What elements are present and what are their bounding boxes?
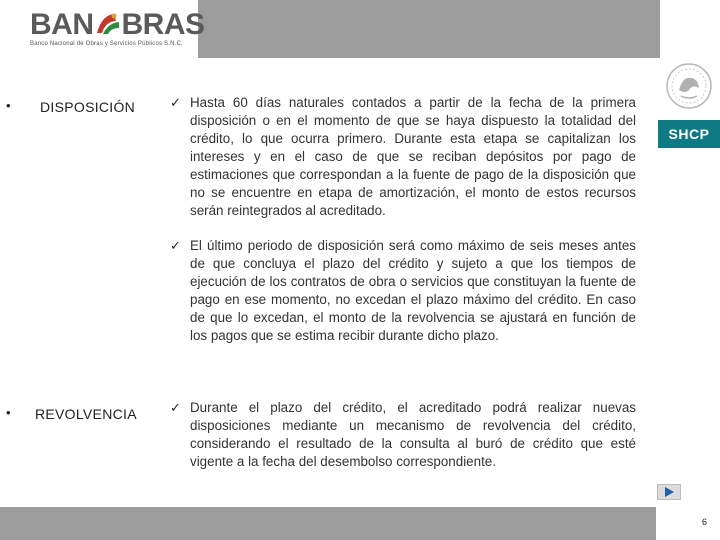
page-number: 6 (702, 517, 708, 527)
footer-bar (0, 507, 720, 540)
logo-text-right: BRAS (121, 8, 205, 41)
checkmark-icon: ✓ (170, 400, 181, 415)
list-item (170, 399, 636, 471)
bullet-icon: • (6, 98, 11, 113)
logo-emblem-icon (94, 11, 122, 37)
item-text: El último periodo de disposición será como máximo de seis meses antes de que concluya el plazo del crédito y sujeto a que los tiempos de ejecución de los contratos de obra o servicios que constituyan la fuente de pago en ese momento, no excedan el plazo máximo del crédito. En caso de que lo excedan, el monto de la revolvencia se ajustará en función de los pagos que se estima recibir durante dicho plazo. (190, 238, 636, 343)
section-label-disposicion: DISPOSICIÓN (40, 99, 136, 115)
shcp-logo: SHCP (658, 120, 720, 148)
checkmark-icon: ✓ (170, 95, 181, 110)
item-text: Hasta 60 días naturales contados a partir de la fecha de la primera disposición o en el momento de que se haya dispuesto la totalidad del crédito, lo que ocurra primero. Durante esta etapa se capitalizan los intereses y en el caso de que se reciban depósitos por pago de estimaciones que correspondan a la fuente de pago de la disposición que no se encuentre en etapa de amortización, el monto de estos recursos serán reintegrados al acreditado. (190, 95, 636, 218)
list-item (170, 94, 636, 220)
next-slide-button[interactable] (657, 484, 681, 500)
logo-subtitle: Banco Nacional de Obras y Servicios Públicos S.N.C. (30, 41, 183, 47)
section-label-revolvencia: REVOLVENCIA (35, 406, 137, 422)
footer-page-box (656, 507, 720, 540)
item-text: Durante el plazo del crédito, el acreditado podrá realizar nuevas disposiciones mediante un mecanismo de revolvencia del crédito, considerando el resultado de la consulta al buró de crédito que esté vigente a la fecha del desembolso correspondiente. (190, 400, 636, 469)
checkmark-icon: ✓ (170, 238, 181, 253)
logo-wordmark (30, 8, 205, 42)
banobras-logo (26, 8, 205, 54)
list-item (170, 237, 636, 345)
bullet-icon: • (6, 405, 11, 420)
logo-text-left: BAN (30, 8, 94, 41)
national-seal-icon (665, 60, 713, 112)
play-arrow-icon (658, 485, 680, 499)
